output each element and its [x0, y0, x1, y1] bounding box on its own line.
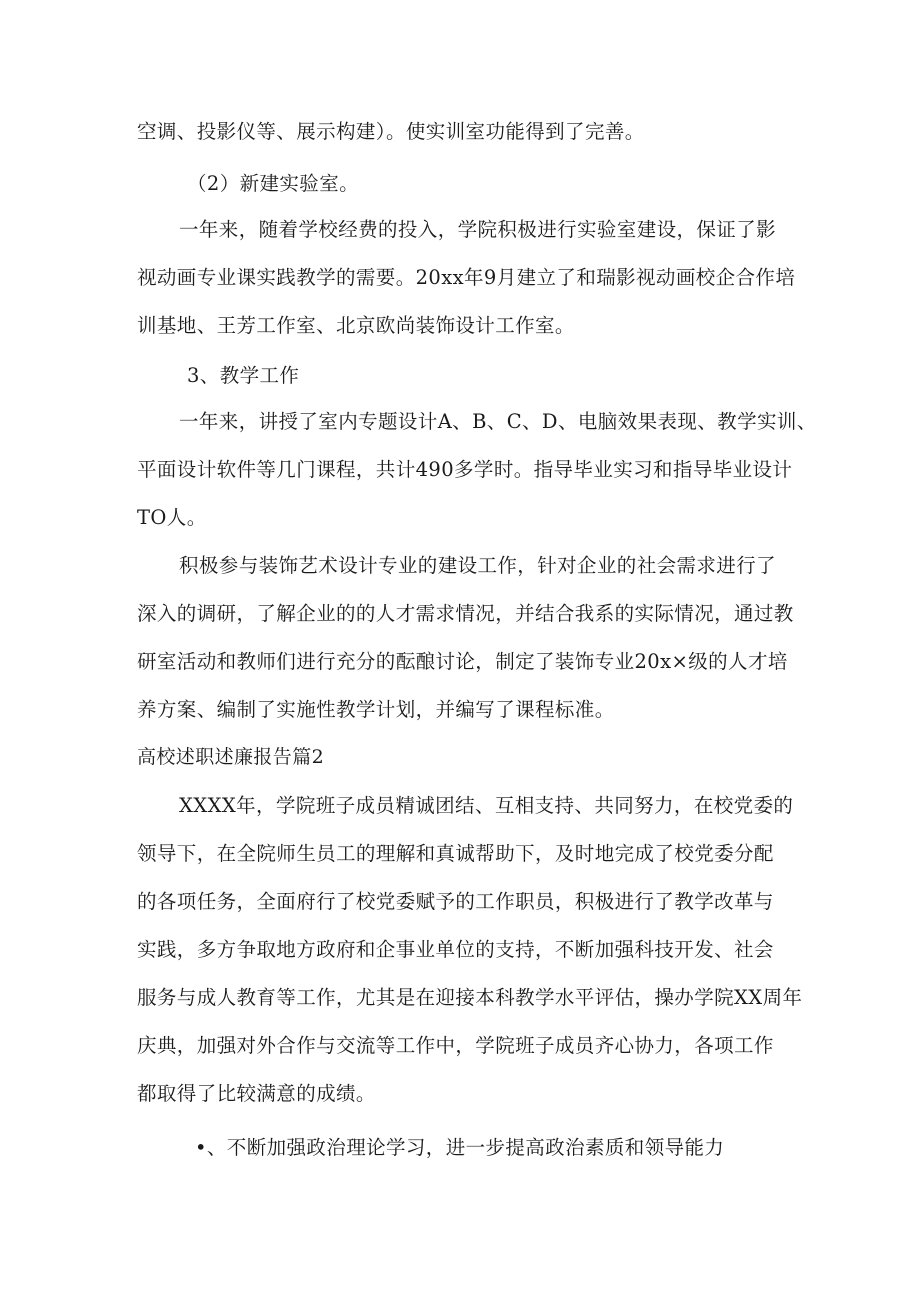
paragraph-line-8: 平面设计软件等几门课程，共计490多学时。指导毕业实习和指导毕业设计 — [137, 458, 793, 481]
paragraph-line-15: XXXX年，学院班子成员精诚团结、互相支持、共同努力，在校党委的 — [179, 794, 794, 817]
paragraph-line-5: 训基地、王芳工作室、北京欧尚装饰设计工作室。 — [137, 314, 575, 337]
paragraph-line-11: 深入的调研，了解企业的的人才需求情况，并结合我系的实际情况，通过教 — [137, 602, 794, 625]
paragraph-line-18: 实践，多方争取地方政府和企事业单位的支持，不断加强科技开发、社会 — [137, 938, 774, 961]
paragraph-line-7: 一年来，讲授了室内专题设计A、B、C、D、电脑效果表现、教学实训、 — [179, 410, 817, 433]
subheading-new-lab: （2）新建实验室。 — [187, 172, 360, 195]
paragraph-line-20: 庆典，加强对外合作与交流等工作中，学院班子成员齐心协力，各项工作 — [137, 1034, 774, 1057]
bullet-item-political-study: •、不断加强政治理论学习，进一步提高政治素质和领导能力 — [195, 1136, 725, 1159]
paragraph-line-19: 服务与成人教育等工作，尤其是在迎接本科教学水平评估，操办学院XX周年 — [137, 986, 803, 1009]
paragraph-line-16: 领导下，在全院师生员工的理解和真诚帮助下，及时地完成了校党委分配 — [137, 842, 774, 865]
paragraph-line-17: 的各项任务，全面府行了校党委赋予的工作职员，积极进行了教学改革与 — [137, 890, 774, 913]
paragraph-line-13: 养方案、编制了实施性教学计划，并编写了课程标准。 — [137, 698, 615, 721]
paragraph-line-4: 视动画专业课实践教学的需要。20xx年9月建立了和瑞影视动画校企合作培 — [137, 266, 796, 289]
subheading-teaching-work: 3、教学工作 — [187, 364, 300, 387]
paragraph-line-12: 研室活动和教师们进行充分的酝酿讨论，制定了装饰专业20x×级的人才培 — [137, 650, 788, 673]
paragraph-line-1: 空调、投影仪等、展示构建）。使实训室功能得到了完善。 — [137, 120, 645, 143]
paragraph-line-10: 积极参与装饰艺术设计专业的建设工作，针对企业的社会需求进行了 — [179, 554, 777, 577]
paragraph-line-3: 一年来，随着学校经费的投入，学院积极进行实验室建设，保证了影 — [179, 218, 777, 241]
section-heading-report-2: 高校述职述廉报告篇2 — [137, 746, 325, 768]
paragraph-line-9: TO人。 — [137, 506, 207, 529]
paragraph-line-21: 都取得了比较满意的成绩。 — [137, 1082, 376, 1105]
